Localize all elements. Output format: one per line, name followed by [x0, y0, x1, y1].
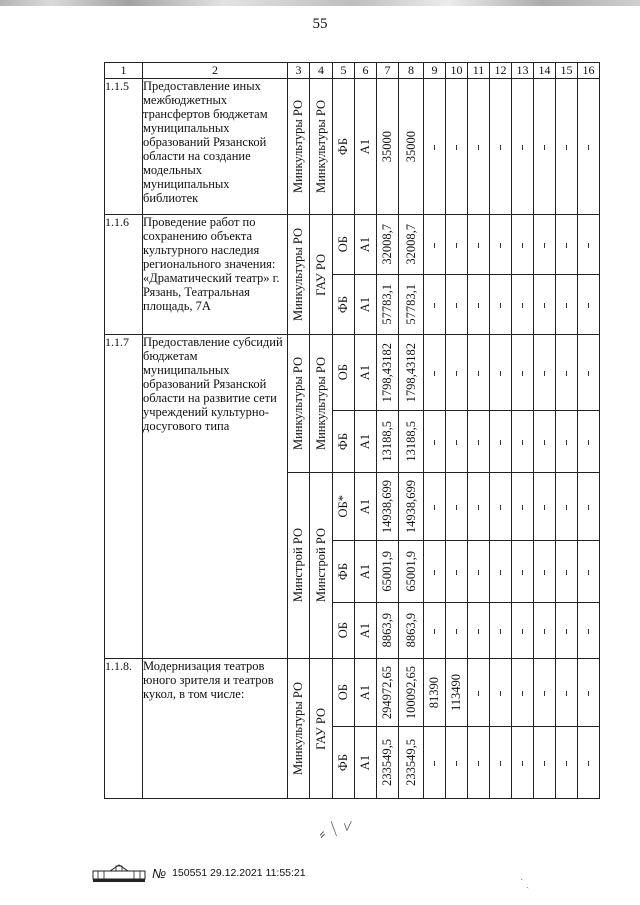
responsible-ministry: Минкультуры РО	[291, 356, 305, 450]
executor: Минкультуры РО	[313, 99, 328, 193]
empty-dash	[566, 505, 567, 510]
amount-year: 81390	[427, 676, 441, 709]
empty-dash	[544, 303, 545, 308]
esign-logo-icon	[92, 864, 146, 882]
empty-dash	[456, 505, 457, 510]
column-header: 16	[578, 63, 600, 79]
column-header: 3	[288, 63, 310, 79]
amount-year: 233549,5	[403, 739, 418, 786]
budget-code: А1	[358, 498, 372, 515]
column-header: 7	[377, 63, 399, 79]
amount-total: 35000	[380, 130, 394, 163]
empty-dash	[478, 440, 479, 445]
empty-dash	[478, 691, 479, 696]
amount-total: 14938,699	[380, 479, 394, 534]
empty-dash	[588, 371, 589, 376]
empty-dash	[566, 629, 567, 634]
empty-dash	[544, 570, 545, 575]
empty-dash	[544, 145, 545, 150]
empty-dash	[544, 505, 545, 510]
empty-dash	[544, 629, 545, 634]
budget-code: А1	[358, 433, 372, 450]
empty-dash	[500, 505, 501, 510]
column-header: 11	[468, 63, 490, 79]
empty-dash	[522, 691, 523, 696]
empty-dash	[500, 243, 501, 248]
executor: ГАУ РО	[313, 707, 328, 750]
budget-source: ОБ	[336, 684, 350, 701]
executor: ГАУ РО	[313, 253, 328, 296]
amount-year: 8863,9	[403, 613, 418, 648]
empty-dash	[544, 440, 545, 445]
empty-dash	[566, 145, 567, 150]
budget-source: ФБ	[336, 562, 350, 581]
column-header: 10	[446, 63, 468, 79]
empty-dash	[434, 303, 435, 308]
empty-dash	[500, 303, 501, 308]
empty-dash	[522, 303, 523, 308]
budget-code: А1	[358, 236, 372, 253]
empty-dash	[434, 371, 435, 376]
empty-dash	[566, 761, 567, 766]
empty-dash	[478, 629, 479, 634]
budget-source: ОБ	[336, 364, 350, 381]
amount-year: 65001,9	[403, 551, 418, 592]
empty-dash	[434, 505, 435, 510]
empty-dash	[588, 761, 589, 766]
scan-edge	[0, 0, 640, 6]
budget-source: ФБ	[336, 753, 350, 772]
empty-dash	[500, 629, 501, 634]
empty-dash	[456, 145, 457, 150]
empty-dash	[566, 570, 567, 575]
empty-dash	[456, 761, 457, 766]
empty-dash	[478, 243, 479, 248]
budget-code: А1	[358, 754, 372, 771]
column-number-row	[105, 63, 600, 79]
page-number: 55	[312, 16, 328, 32]
amount-year: 1798,43182	[403, 342, 418, 403]
empty-dash	[566, 691, 567, 696]
amount-total: 294972,65	[380, 665, 394, 720]
empty-dash	[500, 691, 501, 696]
column-header: 6	[355, 63, 377, 79]
amount-total: 57783,1	[380, 284, 394, 325]
empty-dash	[566, 371, 567, 376]
empty-dash	[434, 243, 435, 248]
item-number: 1.1.6	[105, 215, 143, 335]
responsible-ministry: Минкультуры РО	[291, 681, 305, 775]
column-header: 4	[310, 63, 333, 79]
empty-dash	[588, 691, 589, 696]
amount-total: 65001,9	[380, 551, 394, 592]
column-header: 5	[333, 63, 355, 79]
executor: Минкультуры РО	[313, 356, 328, 450]
amount-year: 32008,7	[403, 224, 418, 265]
column-header: 13	[512, 63, 534, 79]
item-description: Предоставление иных межбюджетных трансфертов бюджетам муниципальных образований Рязанской области на создание модельных муниципальных библиотек	[143, 79, 288, 215]
amount-year: 113490	[449, 673, 463, 712]
table-row	[105, 215, 600, 275]
empty-dash	[500, 570, 501, 575]
empty-dash	[434, 570, 435, 575]
empty-dash	[588, 243, 589, 248]
responsible-ministry: Минкультуры РО	[291, 227, 305, 321]
empty-dash	[544, 243, 545, 248]
empty-dash	[522, 570, 523, 575]
budget-source: ФБ	[336, 295, 350, 314]
table-row	[105, 79, 600, 215]
table-row	[105, 659, 600, 727]
column-header: 8	[399, 63, 424, 79]
amount-total: 233549,5	[380, 739, 394, 786]
empty-dash	[566, 440, 567, 445]
responsible-ministry: Минстрой РО	[291, 528, 305, 603]
budget-source: ОБ	[336, 236, 350, 253]
empty-dash	[522, 505, 523, 510]
executor: Минстрой РО	[313, 528, 328, 603]
amount-total: 13188,5	[380, 421, 394, 462]
column-header: 1	[105, 63, 143, 79]
empty-dash	[434, 145, 435, 150]
budget-code: А1	[358, 622, 372, 639]
budget-source: ФБ	[336, 432, 350, 451]
stamp-text: 150551 29.12.2021 11:55:21	[172, 867, 306, 879]
empty-dash	[544, 761, 545, 766]
empty-dash	[588, 629, 589, 634]
empty-dash	[456, 570, 457, 575]
empty-dash	[588, 145, 589, 150]
budget-code: А1	[358, 684, 372, 701]
responsible-ministry: Минкультуры РО	[291, 99, 305, 193]
empty-dash	[500, 761, 501, 766]
empty-dash	[588, 440, 589, 445]
item-description: Проведение работ по сохранению объекта культурного наследия регионального значения: «Драматический театр» г. Рязань, Театральная площадь, 7А	[143, 215, 288, 335]
column-header: 15	[556, 63, 578, 79]
empty-dash	[522, 629, 523, 634]
amount-year: 14938,699	[403, 479, 418, 534]
empty-dash	[478, 145, 479, 150]
empty-dash	[522, 145, 523, 150]
empty-dash	[500, 440, 501, 445]
budget-source: ОБ	[336, 622, 350, 639]
document-footer	[92, 864, 306, 882]
empty-dash	[478, 570, 479, 575]
empty-dash	[522, 761, 523, 766]
empty-dash	[456, 303, 457, 308]
amount-year: 13188,5	[403, 421, 418, 462]
empty-dash	[500, 145, 501, 150]
empty-dash	[544, 691, 545, 696]
empty-dash	[434, 440, 435, 445]
item-number: 1.1.7	[105, 335, 143, 659]
empty-dash	[544, 371, 545, 376]
empty-dash	[522, 243, 523, 248]
budget-code: А1	[358, 296, 372, 313]
item-description: Предоставление субсидий бюджетам муниципальных образований Рязанской области на развитие сети учреждений культурно-досугового типа	[143, 335, 288, 659]
empty-dash	[478, 505, 479, 510]
column-header: 2	[143, 63, 288, 79]
empty-dash	[456, 371, 457, 376]
column-header: 12	[490, 63, 512, 79]
amount-year: 100092,65	[403, 665, 418, 720]
empty-dash	[434, 761, 435, 766]
item-number: 1.1.8.	[105, 659, 143, 799]
empty-dash	[500, 371, 501, 376]
column-header: 9	[424, 63, 446, 79]
item-description: Модернизация театров юного зрителя и театров кукол, в том числе:	[143, 659, 288, 799]
empty-dash	[566, 243, 567, 248]
empty-dash	[522, 440, 523, 445]
amount-year: 57783,1	[403, 284, 418, 325]
budget-code: А1	[358, 138, 372, 155]
empty-dash	[588, 505, 589, 510]
empty-dash	[588, 303, 589, 308]
table-row	[105, 335, 600, 411]
column-header: 14	[534, 63, 556, 79]
empty-dash	[456, 440, 457, 445]
stamp-number-glyph: №	[152, 865, 167, 881]
amount-year: 35000	[403, 130, 418, 163]
item-number: 1.1.5	[105, 79, 143, 215]
empty-dash	[456, 629, 457, 634]
empty-dash	[522, 371, 523, 376]
budget-code: А1	[358, 563, 372, 580]
budget-table	[104, 62, 600, 799]
amount-total: 8863,9	[380, 613, 394, 648]
empty-dash	[434, 629, 435, 634]
empty-dash	[456, 243, 457, 248]
handwritten-signature: ⸗ ᛁ ⩗	[315, 812, 357, 844]
empty-dash	[566, 303, 567, 308]
budget-code: А1	[358, 364, 372, 381]
amount-total: 32008,7	[380, 224, 394, 265]
budget-source: ФБ	[336, 137, 350, 156]
empty-dash	[478, 303, 479, 308]
budget-source: ОБ*	[336, 495, 350, 518]
empty-dash	[588, 570, 589, 575]
amount-total: 1798,43182	[380, 342, 394, 403]
empty-dash	[478, 371, 479, 376]
empty-dash	[478, 761, 479, 766]
scan-mark: ˙ ˏ	[520, 878, 530, 889]
